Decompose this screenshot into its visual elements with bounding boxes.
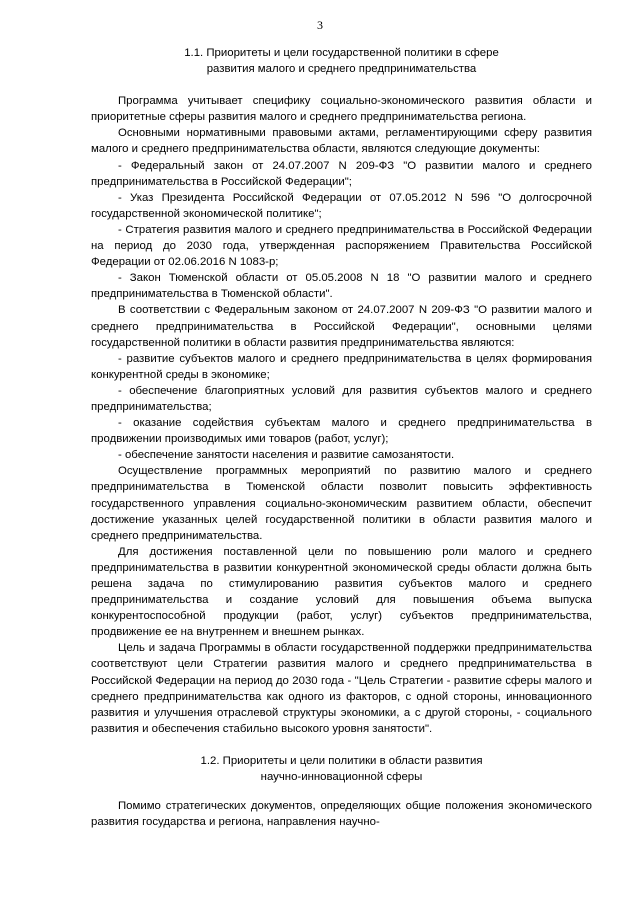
list-item: - оказание содействия субъектам малого и среднего предпринимательства в продвижении производимых ими товаров (работ, услуг);: [91, 417, 592, 446]
paragraph: В соответствии с Федеральным законом от 24.07.2007 N 209-ФЗ "О развитии малого и среднего предпринимательства в Российской Федерации", основными целями государственной политики в области развития предпринимательства являются:: [91, 304, 592, 349]
paragraph: Цель и задача Программы в области государственной поддержки предпринимательства соответствуют цели Стратегии развития малого и среднего предпринимательства в Российской Федерации на период до 2030 года - "Цель Стратегии - развитие сферы малого и среднего предпринимательства как одного из факторов, с одной стороны, инновационного развития и улучшения отраслевой структуры экономики, а с другой стороны, - социального развития и обеспечения стабильно высокого уровня занятости".: [91, 642, 592, 735]
paragraph: Осуществление программных мероприятий по развитию малого и среднего предпринимательства в Тюменской области позволит повысить эффективность государственного управления социально-экономическим развитием области, обеспечит достижение указанных целей государственной политики в области развития малого и среднего предпринимательства.: [91, 465, 592, 542]
list-item: - Стратегия развития малого и среднего предпринимательства в Российской Федерации на период до 2030 года, утвержденная распоряжением Правительства Российской Федерации от 02.06.2016 N 1083-р;: [91, 223, 592, 269]
section-1-2-heading: [91, 753, 592, 785]
paragraph: Для достижения поставленной цели по повышению роли малого и среднего предпринимательства в развитии конкурентной экономической среды области должна быть решена задача по стимулированию развития субъектов малого и среднего предпринимательства и создание условий для повышения объема выпуска конкурентоспособной продукции (работ, услуг) субъектов предпринимательства, продвижение ее на внутреннем и внешнем рынках.: [91, 545, 592, 639]
list-item: - обеспечение занятости населения и развитие самозанятости.: [118, 449, 455, 462]
paragraph: Программа учитывает специфику социально-экономического развития области и приоритетные сферы развития малого и среднего предпринимательства региона.: [91, 95, 592, 124]
list-item: - Федеральный закон от 24.07.2007 N 209-ФЗ "О развитии малого и среднего предпринимательства в Российской Федерации";: [91, 159, 592, 188]
paragraph: Помимо стратегических документов, определяющих общие положения экономического развития государства и региона, направления научно-: [91, 800, 592, 829]
section-1-1-heading-line2: развития малого и среднего предпринимательства: [206, 63, 477, 76]
section-1-2-heading-line2: научно-инновационной сферы: [260, 771, 423, 784]
list-item: - обеспечение благоприятных условий для развития субъектов малого и среднего предпринимательства;: [91, 384, 592, 413]
section-1-1-heading: [91, 45, 592, 77]
section-1-2-heading-line1: 1.2. Приоритеты и цели политики в области развития: [200, 754, 483, 767]
list-item: - Указ Президента Российской Федерации от 07.05.2012 N 596 "О долгосрочной государственной экономической политике";: [91, 191, 592, 220]
paragraph: Основными нормативными правовыми актами, регламентирующими сферу развития малого и среднего предпринимательства области, являются следующие документы:: [91, 127, 592, 156]
list-item: - Закон Тюменской области от 05.05.2008 N 18 "О развитии малого и среднего предпринимательства в Тюменской области".: [91, 272, 592, 301]
document-body: [91, 45, 592, 830]
section-1-1-heading-line1: 1.1. Приоритеты и цели государственной политики в сфере: [184, 47, 499, 59]
page-number: 3: [317, 18, 323, 32]
list-item: - развитие субъектов малого и среднего предпринимательства в целях формирования конкурентной среды в экономике;: [91, 352, 592, 381]
